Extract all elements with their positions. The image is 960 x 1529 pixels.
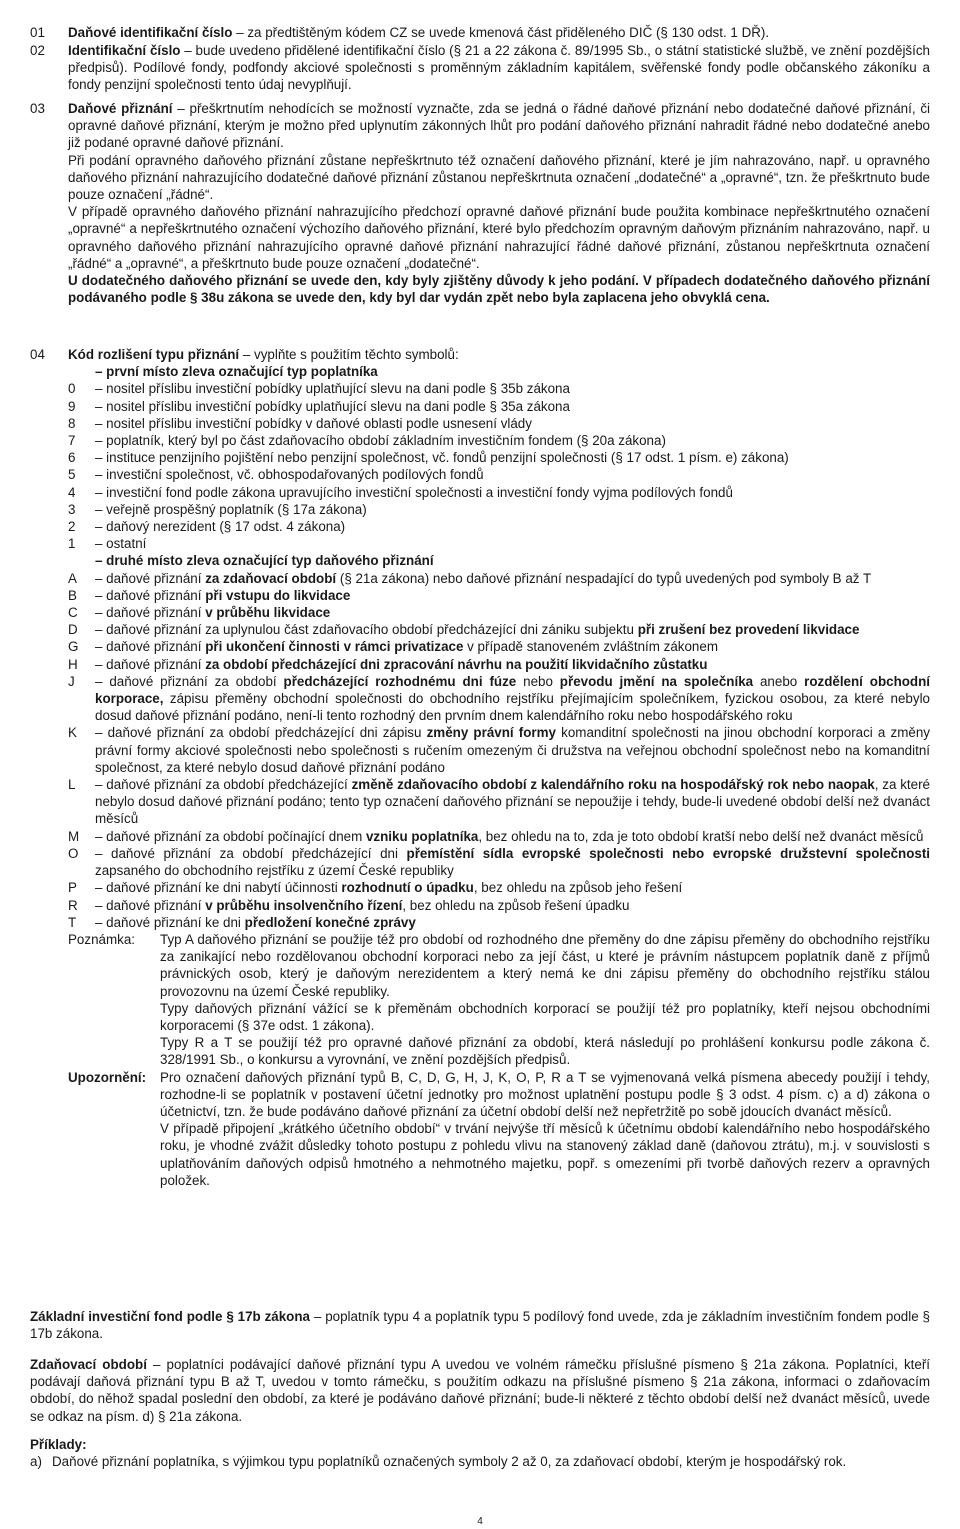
text: – nositel příslibu investiční pobídky uplatňující slevu na dani podle § 35b zákona [95, 381, 570, 397]
taxpayer-type-item [68, 518, 930, 535]
code: G [68, 639, 79, 655]
paragraph-text: – poplatník typu 4 a poplatník typu 5 podílový fond uvede, zda je základním investičním fondem podle § 17b zákona. [30, 1309, 930, 1342]
return-type-C [68, 604, 930, 621]
code: K [68, 725, 77, 741]
taxpayer-type-item [68, 535, 930, 552]
page-number: 4 [477, 1516, 483, 1527]
section-title: Daňové přiznání [68, 101, 173, 116]
code: O [68, 845, 79, 861]
text: nebo [516, 673, 560, 689]
code: L [68, 777, 76, 793]
text: – daňové přiznání ke dni nabytí účinnosti [95, 880, 342, 896]
code: T [68, 914, 77, 930]
text-bold: při vstupu do likvidace [205, 587, 351, 603]
code: A [68, 570, 77, 586]
text: – daňové přiznání [95, 897, 206, 913]
return-type-P [68, 879, 930, 896]
section-text: – bude uvedeno přidělené identifikační číslo (§ 21 a 22 zákona č. 89/1995 Sb., o státní statistické službě, ve znění pozdějších předpisů). Podílové fondy, podfondy akciové společnosti s proměnným základním kapitálem, svěřenské fondy podle občanského zákoníku a fondy penzijní společnosti tento údaj nevyplňují. [68, 43, 930, 93]
section-title: Kód rozlišení typu přiznání [68, 347, 240, 362]
return-type-H [68, 656, 930, 673]
text-bold: rozdělení obchodní korporace, [95, 673, 931, 707]
paragraph-text: – poplatníci podávající daňové přiznání typu A uvedou ve volném rámečku příslušné písmeno § 21a zákona. Poplatníci, kteří podávají daňová přiznání typu B až T, uvedou v tomto rámečku, s použitím odkazu na příslušné písmeno § 21a zákona, informaci o zdaňovacím období, do něhož spadal poslední den období, za které je podáváno daňové přiznání; bude-li některé z těchto období delší než dvanáct měsíců, uvede se odkaz na písm. d) § 21a zákona. [30, 1357, 930, 1424]
code: 3 [68, 501, 76, 517]
section-number: 01 [30, 25, 45, 40]
text: zapsaného do obchodního rejstříku z území České republiky [95, 863, 454, 879]
taxpayer-type-item [68, 466, 930, 483]
warning-paragraph: V případě připojení „krátkého účetního období“ v trvání nejvýše tří měsíců k účetnímu období kalendářního nebo hospodářského roku, je vhodné zvážit důsledky tohoto postupu z pohledu vlivu na stanovený základ daně (daňovou ztrátu), m.j. v souvislosti s uplatňováním daňových odpisů hmotného a nehmotného majetku, popř. s omezeními při tvorbě daňových rezerv a opravných položek. [160, 1121, 930, 1188]
code: R [68, 897, 78, 913]
text: , bez ohledu na způsob řešení úpadku [402, 897, 630, 913]
basic-investment-fund-paragraph [30, 1308, 930, 1342]
section-text: – za předtištěným kódem CZ se uvede kmenová část přiděleného DIČ (§ 130 odst. 1 DŘ). [232, 25, 770, 40]
text: , bez ohledu na to, zda je toto období kratší nebo delší než dvanáct měsíců [478, 828, 924, 844]
section-02 [30, 42, 930, 94]
text: – daňové přiznání za období předcházející dni [95, 845, 407, 861]
text: – daňové přiznání [95, 570, 206, 586]
section-title: Identifikační číslo [68, 43, 181, 58]
examples-heading: Příklady: [30, 1437, 87, 1452]
text-bold: převodu jmění na společníka [559, 673, 754, 689]
text-bold: v průběhu insolvenčního řízení [205, 897, 403, 913]
return-type-D [68, 621, 930, 638]
return-type-L [68, 776, 930, 828]
taxpayer-type-item [68, 415, 930, 432]
text-bold: vzniku poplatníka [365, 828, 479, 844]
text: anebo [753, 673, 805, 689]
taxpayer-type-item [68, 501, 930, 518]
text: – daňové přiznání za období předcházející dni zápisu [95, 725, 427, 741]
code: 5 [68, 467, 76, 483]
taxpayer-type-item [68, 432, 930, 449]
section-number: 04 [30, 347, 45, 362]
taxpayer-type-list [68, 380, 930, 552]
text: (§ 21a zákona) nebo daňové přiznání nespadající do typů uvedených pod symboly B až T [336, 570, 872, 586]
paragraph: Při podání opravného daňového přiznání zůstane nepřeškrtnuto též označení daňového přiznání, které je jím nahrazováno, např. u opravného daňového přiznání nahrazujícího dodatečné daňové přiznání zůstanou nepřeškrtnuta označení „dodatečné“ a „opravné“, tzn. že přeškrtnuto bude pouze označení „řádné“. [68, 152, 930, 203]
code: 2 [68, 519, 76, 535]
paragraph-title: Zdaňovací období [30, 1357, 147, 1372]
warning-label: Upozornění: [68, 1069, 147, 1085]
text-bold: při ukončení činnosti v rámci privatizace [205, 639, 464, 655]
return-type-J [68, 673, 930, 725]
section-text: – vyplňte s použitím těchto symbolů: [239, 347, 459, 362]
code: J [68, 673, 75, 689]
subheading-second-place: – druhé místo zleva označující typ daňového přiznání [95, 553, 434, 569]
code: C [68, 605, 78, 621]
text-bold: rozhodnutí o úpadku [341, 880, 474, 896]
examples-block [30, 1436, 930, 1470]
text: – daňové přiznání [95, 639, 206, 655]
example-item [30, 1453, 930, 1470]
code: H [68, 656, 78, 672]
note-paragraph: Typy daňových přiznání vážící se k přeměnám obchodních korporací se použijí též pro poplatníky, kteří nejsou obchodními korporacemi (§ 37e odst. 1 zákona). [160, 1000, 930, 1033]
code: M [68, 828, 80, 844]
text: – ostatní [95, 536, 147, 552]
tax-period-paragraph [30, 1356, 930, 1425]
text-bold: v průběhu likvidace [205, 605, 331, 621]
section-04 [30, 346, 930, 1189]
code: 7 [68, 433, 76, 449]
text: v případě stanoveném zvláštním zákonem [463, 639, 718, 655]
text: – daňové přiznání ke dni [95, 914, 245, 930]
text: – daňové přiznání [95, 587, 206, 603]
text-bold: předcházející rozhodnému dni fúze [283, 673, 517, 689]
code: 6 [68, 450, 76, 466]
text-bold: při zrušení bez provedení likvidace [637, 622, 860, 638]
text-bold: změně zdaňovacího období z kalendářního roku na hospodářský rok nebo naopak [351, 777, 875, 793]
text: – poplatník, který byl po část zdaňovacího období základním investičním fondem (§ 20a zákona) [95, 433, 666, 449]
subheading-first-place: – první místo zleva označující typ poplatníka [95, 364, 378, 380]
code: 8 [68, 415, 76, 431]
return-type-R [68, 897, 930, 914]
paragraph: V případě opravného daňového přiznání nahrazujícího předchozí opravné daňové přiznání bude použita kombinace nepřeškrtnutého označení „opravné“ a nepřeškrtnutého označení výchozího daňového přiznání, které bylo předchozím opravným daňovým přiznáním nahrazováno, např. u opravného daňového přiznání nahrazujícího opravné daňové přiznání nahrazující řádné daňové přiznání, zůstanou nepřeškrtnuta označení „řádné“ a „opravné“, a přeškrtnuto bude pouze označení „dodatečné“. [68, 204, 930, 271]
section-03 [30, 100, 930, 306]
text: – daňové přiznání za uplynulou část zdaňovacího období předcházející dni zániku subjektu [95, 622, 638, 638]
text: – daňové přiznání za období předcházející [95, 777, 352, 793]
taxpayer-type-item [68, 484, 930, 501]
example-text: Daňové přiznání poplatníka, s výjimkou typu poplatníků označených symboly 2 až 0, za zdaňovací období, kterým je hospodářský rok. [52, 1454, 847, 1470]
section-number: 02 [30, 43, 45, 58]
text: – daňové přiznání za období počínající dnem [95, 828, 366, 844]
code: D [68, 622, 78, 638]
text: – daňové přiznání [95, 605, 206, 621]
warning-paragraph: Pro označení daňových přiznání typů B, C, D, G, H, J, K, O, P, R a T se vyjmenovaná velká písmena abecedy použijí i tehdy, rozhodne-li se poplatník v postavení účetní jednotky pro možnost uplatnění postupu podle § 3 odst. 4 písm. c) a d) zákona o účetnictví, tzn. že bude podáváno daňové přiznání za účetní období delší než nepřetržitě po sobě jdoucích dvanáct měsíců. [160, 1069, 930, 1119]
text-bold: změny právní formy [426, 725, 556, 741]
taxpayer-type-item [68, 380, 930, 397]
note-paragraph: Typy R a T se použijí též pro opravné daňové přiznání za období, která následují po prohlášení konkursu podle zákona č. 328/1991 Sb., o konkursu a vyrovnání, ve znění pozdějších předpisů. [160, 1035, 930, 1068]
code: 9 [68, 398, 76, 414]
text-bold: za období předcházející dni zpracování návrhu na použití likvidačního zůstatku [205, 656, 708, 672]
code: 1 [68, 536, 76, 552]
taxpayer-type-item [68, 449, 930, 466]
code: 0 [68, 381, 76, 397]
section-title: Daňové identifikační číslo [68, 25, 233, 40]
code: 4 [68, 484, 76, 500]
text-bold: přemístění sídla evropské společnosti nebo evropské družstevní společnosti [406, 845, 930, 861]
warning-block [68, 1069, 930, 1189]
text: – daňové přiznání za období [95, 673, 284, 689]
text-bold: předložení konečné zprávy [244, 914, 416, 930]
text: – daňový nerezident (§ 17 odst. 4 zákona) [95, 519, 346, 535]
code: B [68, 587, 77, 603]
taxpayer-type-item [68, 398, 930, 415]
text: zápisu přeměny obchodní společnosti do obchodního rejstříku přejímajícím společníkem, fyzickou osobou, za které nebylo dosud daňové přiznání podáno, není-li tento rozhodný den prvním dnem kalendářního roku nebo hospodářského roku [95, 691, 930, 724]
return-type-K [68, 724, 930, 776]
text: – nositel příslibu investiční pobídky uplatňující slevu na dani podle § 35a zákona [95, 398, 570, 414]
return-type-G [68, 638, 930, 655]
paragraph-title: Základní investiční fond podle § 17b zákona [30, 1309, 310, 1324]
text: – instituce penzijního pojištění nebo penzijní společnost, vč. fondů penzijní společnosti (§ 17 odst. 1 písm. e) zákona) [95, 450, 789, 466]
note-block [68, 931, 930, 1069]
return-type-T [68, 914, 930, 931]
text: – nositel příslibu investiční pobídky v daňové oblasti podle usnesení vlády [95, 415, 532, 431]
text: – daňové přiznání [95, 656, 206, 672]
return-type-A [68, 570, 930, 587]
section-number: 03 [30, 101, 45, 116]
return-type-B [68, 587, 930, 604]
example-label: a) [30, 1454, 42, 1470]
code: P [68, 880, 77, 896]
section-01 [30, 24, 930, 41]
text: , za které nebylo dosud daňové přiznání podáno; tento typ označení daňového přiznání se nepoužije i tehdy, bude-li uvedené období delší než dvanáct měsíců [95, 777, 931, 827]
section-text: – přeškrtnutím nehodících se možností vyznačte, zda se jedná o řádné daňové přiznání nebo dodatečné daňové přiznání, či opravné daňové přiznání, kterým je možno před uplynutím zákonných lhůt pro podání daňového přiznání nahradit řádné nebo dodatečné anebo již podané opravné daňové přiznání. [68, 101, 930, 151]
text-bold: za zdaňovací období [205, 570, 337, 586]
note-label: Poznámka: [68, 931, 135, 947]
text: komanditní společnosti na jinou obchodní korporaci a změny právní formy akciové společnosti nebo společnosti s ručením omezeným či družstva na veřejnou obchodní společnost nebo na komanditní společnost, za které nebylo dosud daňové přiznání podáno [95, 725, 930, 775]
text: – investiční společnost, vč. obhospodařovaných podílových fondů [95, 467, 484, 483]
note-paragraph: Typ A daňového přiznání se použije též pro období od rozhodného dne přeměny do dne zápisu přeměny do obchodního rejstříku za zanikající nebo rozdělovanou obchodní korporaci nebo za její část, u které je právním nástupcem poplatník daně z příjmů právnických osob, který je daňovým nerezidentem a který nemá ke dni zápisu přeměny do obchodního rejstříku stálou provozovnu na území České republiky. [160, 931, 930, 999]
text: – investiční fond podle zákona upravujícího investiční společnosti a investiční fondy vyjma podílových fondů [95, 484, 733, 500]
return-type-M [68, 828, 930, 845]
text: , bez ohledu na způsob jeho řešení [473, 880, 683, 896]
return-type-O [68, 845, 930, 879]
text: – veřejně prospěšný poplatník (§ 17a zákona) [95, 501, 367, 517]
paragraph-bold: U dodatečného daňového přiznání se uvede den, kdy byly zjištěny důvody k jeho podání. V případech dodatečného daňového přiznání podávaného podle § 38u zákona se uvede den, kdy byl dar vydán zpět nebo byla zaplacena jeho obvyklá cena. [68, 273, 930, 306]
